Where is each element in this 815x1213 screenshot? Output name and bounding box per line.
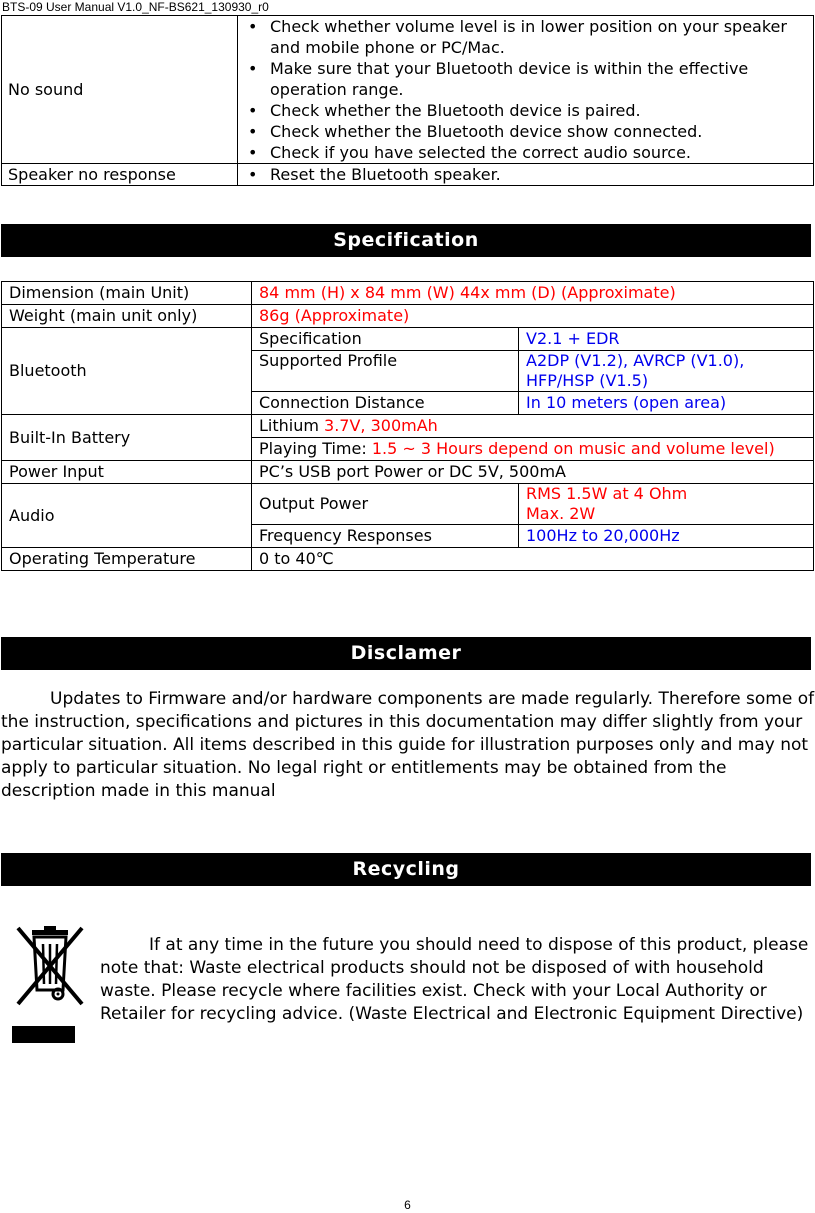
spec-value: A2DP (V1.2), AVRCP (V1.0), HFP/HSP (V1.5) [519, 351, 814, 392]
spec-label: Audio [2, 484, 252, 548]
solutions-list [244, 164, 807, 185]
spec-label: Power Input [2, 461, 252, 484]
output-power-max: Max. 2W [526, 504, 596, 523]
recycling-paragraph: If at any time in the future you should need to dispose of this product, please note that: Waste electrical products should not be disposed of with household waste. Please recycle where facilities exist. Check with your Local Authority or Retailer for recycling advice. (Waste Electrical and Electronic Equipment Directive) [100, 935, 809, 1024]
spec-value [519, 484, 814, 525]
spec-label: Built-In Battery [2, 415, 252, 461]
table-row [2, 461, 814, 484]
solution-text: Check if you have selected the correct audio source. [270, 143, 692, 162]
table-row [2, 305, 814, 328]
section-heading-disclaimer: Disclamer [1, 637, 811, 670]
spec-label: Dimension (main Unit) [2, 282, 252, 305]
document-header: BTS-09 User Manual V1.0_NF-BS621_130930_r0 [2, 0, 269, 14]
section-heading-specification: Specification [1, 224, 811, 257]
solution-text: Check whether volume level is in lower position on your speaker and mobile phone or PC/Mac. [270, 17, 787, 57]
spec-value: In 10 meters (open area) [519, 392, 814, 415]
list-item [244, 100, 807, 121]
solution-text: Make sure that your Bluetooth device is within the effective operation range. [270, 59, 749, 99]
bullet: • [248, 17, 258, 36]
bullet: • [248, 122, 258, 141]
troubleshooting-table [1, 15, 814, 186]
battery-type-value: 3.7V, 300mAh [324, 416, 438, 435]
battery-time-value: 1.5 ~ 3 Hours depend on music and volume level) [371, 439, 775, 458]
spec-value: PC’s USB port Power or DC 5V, 500mA [252, 461, 814, 484]
bullet: • [248, 143, 258, 162]
disclaimer-paragraph: Updates to Firmware and/or hardware components are made regularly. Therefore some of the instruction, specifications and pictures in this documentation may differ slightly from your particular situation. All items described in this guide for illustration purposes only and may not apply to particular situation. No legal right or entitlements may be obtained from the description made in this manual [1, 689, 815, 801]
table-row [2, 484, 814, 525]
table-row [2, 328, 814, 351]
table-row [2, 415, 814, 438]
table-row [2, 548, 814, 571]
spec-sublabel: Connection Distance [252, 392, 519, 415]
list-item [244, 58, 807, 100]
spec-value: 100Hz to 20,000Hz [519, 525, 814, 548]
spec-label: Bluetooth [2, 328, 252, 415]
list-item [244, 142, 807, 163]
specification-table [1, 281, 814, 571]
list-item [244, 16, 807, 58]
bullet: • [248, 101, 258, 120]
page-number: 6 [404, 1198, 411, 1212]
solutions-cell [238, 164, 814, 186]
solution-text: Check whether the Bluetooth device show connected. [270, 122, 703, 141]
list-item [244, 164, 807, 185]
spec-value [252, 415, 814, 438]
spec-label: Weight (main unit only) [2, 305, 252, 328]
table-row [2, 282, 814, 305]
bullet: • [248, 59, 258, 78]
table-row [2, 16, 814, 164]
table-row [2, 164, 814, 186]
spec-sublabel: Frequency Responses [252, 525, 519, 548]
section-heading-recycling: Recycling [1, 853, 811, 886]
spec-value [252, 438, 814, 461]
output-power-rms: RMS 1.5W at 4 Ohm [526, 484, 688, 503]
problem-cell: Speaker no response [2, 164, 238, 186]
spec-value: V2.1 + EDR [519, 328, 814, 351]
spec-sublabel: Specification [252, 328, 519, 351]
bullet: • [248, 165, 258, 184]
solution-text: Reset the Bluetooth speaker. [270, 165, 501, 184]
spec-label: Operating Temperature [2, 548, 252, 571]
weee-crossed-bin-icon [10, 920, 90, 1048]
solution-text: Check whether the Bluetooth device is paired. [270, 101, 641, 120]
spec-value: 0 to 40℃ [252, 548, 814, 571]
problem-cell: No sound [2, 16, 238, 164]
spec-value: 84 mm (H) x 84 mm (W) 44x mm (D) (Approximate) [252, 282, 814, 305]
spec-value: 86g (Approximate) [252, 305, 814, 328]
spec-sublabel: Supported Profile [252, 351, 519, 392]
solutions-list [244, 16, 807, 163]
battery-time-label: Playing Time: [259, 439, 372, 458]
solutions-cell [238, 16, 814, 164]
battery-type-label: Lithium [259, 416, 325, 435]
spec-sublabel: Output Power [252, 484, 519, 525]
list-item [244, 121, 807, 142]
